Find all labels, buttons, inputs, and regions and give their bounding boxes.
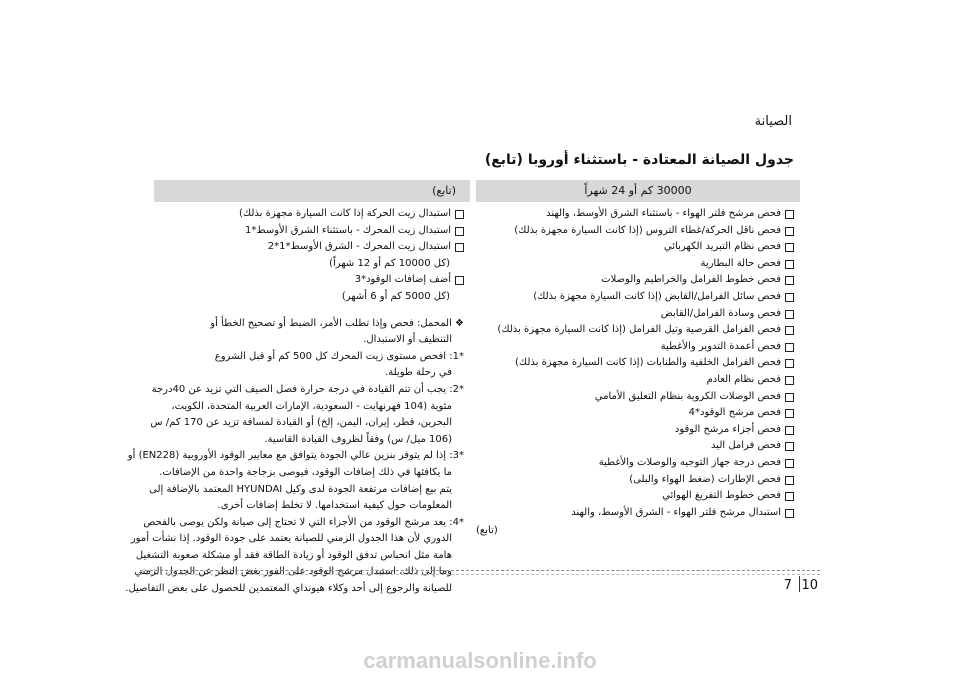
checkbox-icon — [785, 476, 794, 485]
page-separator — [799, 576, 800, 592]
checkbox-icon — [785, 343, 794, 352]
checklist-item-label: فحص درجة جهاز التوجيه والوصلات والأغطية — [598, 456, 781, 468]
checkbox-icon — [785, 393, 794, 402]
checklist-item-label: فحص أعمدة التدوير والأغطية — [660, 340, 781, 352]
footnote-line: (106 ميل/ س) وفقاً لظروف القيادة القاسية. — [264, 433, 452, 445]
checkbox-icon — [455, 276, 464, 285]
checklist-item — [160, 206, 464, 223]
checkbox-icon — [785, 243, 794, 252]
checklist-item-label: فحص الفرامل القرصية وتيل الفرامل (إذا كانت السيارة مجهزة بذلك) — [497, 324, 781, 336]
checklist-item-label: فحص ناقل الحركة/غطاء التروس (إذا كانت السيارة مجهزة بذلك) — [514, 224, 781, 236]
checklist-item — [482, 355, 794, 372]
checkbox-icon — [785, 227, 794, 236]
checklist-item — [482, 472, 794, 489]
section-label: الصيانة — [754, 114, 792, 129]
footnote-line: الدوري لأن هذا الجدول الزمني للصيانة يعتمد على جودة الوقود. إذا نشأت أمور — [130, 533, 452, 545]
checklist-item — [482, 289, 794, 306]
checklist-item-label: (كل 10000 كم أو 12 شهراً) — [329, 257, 450, 269]
checkbox-icon — [785, 260, 794, 269]
footnote-line: التنظيف أو الاستبدال. — [363, 334, 452, 346]
checkbox-icon — [785, 442, 794, 451]
checklist-item — [482, 405, 794, 422]
checklist-item — [482, 322, 794, 339]
checklist-item-label: فحص خطوط التفريغ الهوائي — [662, 490, 781, 502]
checklist-item — [482, 455, 794, 472]
checkbox-icon — [785, 293, 794, 302]
checkbox-icon — [455, 243, 464, 252]
checklist — [154, 202, 470, 306]
footnote-line: في رحلة طويلة. — [385, 367, 452, 379]
column-heading: 30000 كم أو 24 شهراً — [476, 180, 800, 202]
checklist-item — [160, 223, 464, 240]
footnote-line: وما إلى ذلك، استبدل مرشح الوقود على الفور بغض النظر عن الجدول الزمني — [134, 566, 452, 578]
checklist-item-label: فحص الفرامل الخلفية والطنابات (إذا كانت السيارة مجهزة بذلك) — [514, 357, 781, 369]
footer-divider — [140, 570, 820, 571]
checklist-item-label: استبدال زيت الحركة إذا كانت السيارة مجهزة بذلك) — [239, 208, 451, 219]
checklist-item-label: فحص مرشح الوقود*4 — [688, 407, 781, 419]
checklist-item — [482, 256, 794, 273]
interval-note — [160, 256, 464, 273]
checkbox-icon — [785, 359, 794, 368]
checklist-item — [482, 505, 794, 522]
checklist-item — [160, 272, 464, 289]
footnote-line: البحرين، قطر، إيران، اليمن، إلخ) أو القيادة لمسافة تزيد عن 170 كم/ س — [150, 417, 452, 429]
checkbox-icon — [785, 276, 794, 285]
checklist-item-label: استبدال زيت المحرك - الشرق الأوسط*1*2 — [267, 241, 451, 253]
footnote-line: مئوية (104 فهرنهايت - السعودية، الإمارات العربية المتحدة، الكويت، — [171, 400, 452, 412]
checkbox-icon — [785, 409, 794, 418]
footnote-line: ❖ المحمل: فحص وإذا تطلب الأمر، الضبط أو تصحيح الخطأ أو — [210, 317, 464, 329]
maintenance-column-right — [476, 180, 800, 540]
footnote-line: ما يكافئها في ذلك إضافات الوقود، فيوصى بزجاجة واحدة من الإضافات. — [159, 466, 452, 478]
checkbox-icon — [785, 459, 794, 468]
footnote-line: *1: افحص مستوى زيت المحرك كل 500 كم أو قبل الشروع — [214, 350, 464, 362]
checkbox-icon — [455, 210, 464, 219]
checkbox-icon — [785, 426, 794, 435]
checklist-item-label: فحص نظام التبريد الكهربائي — [663, 241, 781, 253]
footnote-line: هامة مثل انحباس تدفق الوقود أو زيادة الطاقة فقد أو مشكلة صعوبة التشغيل — [135, 549, 452, 561]
checkbox-icon — [785, 376, 794, 385]
checklist-item — [482, 272, 794, 289]
checkbox-icon — [785, 210, 794, 219]
checklist-item-label: فحص أجزاء مرشح الوقود — [674, 423, 781, 435]
footnote-line: المعلومات حول كيفية استخدامها. لا تخلط إضافات أخرى. — [217, 500, 452, 512]
checklist-item-label: أضف إضافات الوقود*3 — [354, 274, 451, 286]
checklist-item-label: فحص الإطارات (ضغط الهواء والبلى) — [629, 473, 781, 485]
footnote-line: يتم بيع إضافات مرتفعة الجودة لدى وكيل HYUNDAI المعتمد بالإضافة إلى — [149, 483, 452, 495]
checklist — [476, 202, 800, 521]
checkbox-icon — [785, 326, 794, 335]
maintenance-column-left — [125, 180, 470, 598]
checklist-item-label: فحص خطوط الفرامل والخراطيم والوصلات — [601, 274, 781, 286]
checklist-item — [160, 239, 464, 256]
footnote-line: للصيانة والرجوع إلى أحد وكلاء هيونداي المعتمدين للحصول على بعض التفاصيل. — [125, 583, 452, 595]
checklist-item — [482, 206, 794, 223]
checklist-item — [482, 438, 794, 455]
checklist-item — [482, 223, 794, 240]
page-number: 10 — [801, 578, 818, 593]
column-heading: (تابع) — [154, 180, 470, 202]
checklist-item-label: فحص وسادة الفرامل/القابض — [660, 307, 781, 319]
checklist-item — [482, 306, 794, 323]
footer-divider — [140, 574, 820, 575]
checklist-item — [482, 339, 794, 356]
checklist-item — [482, 422, 794, 439]
checkbox-icon — [455, 227, 464, 236]
checklist-item — [482, 389, 794, 406]
chapter-number: 7 — [783, 578, 792, 593]
page-title: جدول الصيانة المعتادة - باستثناء أوروبا (تابع) — [484, 152, 794, 168]
watermark: carmanualsonline.info — [363, 648, 597, 673]
footnotes — [125, 312, 470, 598]
checklist-item — [482, 239, 794, 256]
checklist-item-label: استبدال زيت المحرك - باستثناء الشرق الأوسط*1 — [244, 224, 451, 236]
continued-label: (تابع) — [476, 525, 498, 537]
footnote-line: *4: يعد مرشح الوقود من الأجزاء التي لا تحتاج إلى صيانة ولكن يوصى بالفحص — [143, 516, 464, 528]
checklist-item-label: فحص فرامل اليد — [711, 440, 781, 452]
checkbox-icon — [785, 492, 794, 501]
checklist-item-label: فحص الوصلات الكروية بنظام التعليق الأمامي — [594, 390, 781, 402]
interval-note — [160, 289, 464, 306]
checklist-item-label: استبدال مرشح فلتر الهواء - الشرق الأوسط، والهند — [571, 506, 781, 518]
checklist-item — [482, 488, 794, 505]
checklist-item — [482, 372, 794, 389]
checkbox-icon — [785, 509, 794, 518]
checklist-item-label: فحص حالة البطارية — [700, 257, 781, 269]
checklist-item-label: (كل 5000 كم أو 6 أشهر) — [341, 290, 450, 302]
footnote-line: *3: إذا لم يتوفر بنزين عالي الجودة يتوافق مع معايير الوقود الأوروبية (EN228) أو — [127, 450, 464, 462]
checklist-item-label: فحص مرشح فلتر الهواء - باستثناء الشرق الأوسط، والهند — [546, 208, 781, 219]
footnote-line: *2: يجب أن تتم القيادة في درجة حرارة فصل الصيف التي تزيد عن 40درجة — [151, 383, 464, 395]
checklist-item-label: فحص نظام العادم — [706, 373, 781, 385]
checkbox-icon — [785, 310, 794, 319]
checklist-item-label: فحص سائل الفرامل/القابض (إذا كانت السيارة مجهزة بذلك) — [533, 290, 781, 302]
